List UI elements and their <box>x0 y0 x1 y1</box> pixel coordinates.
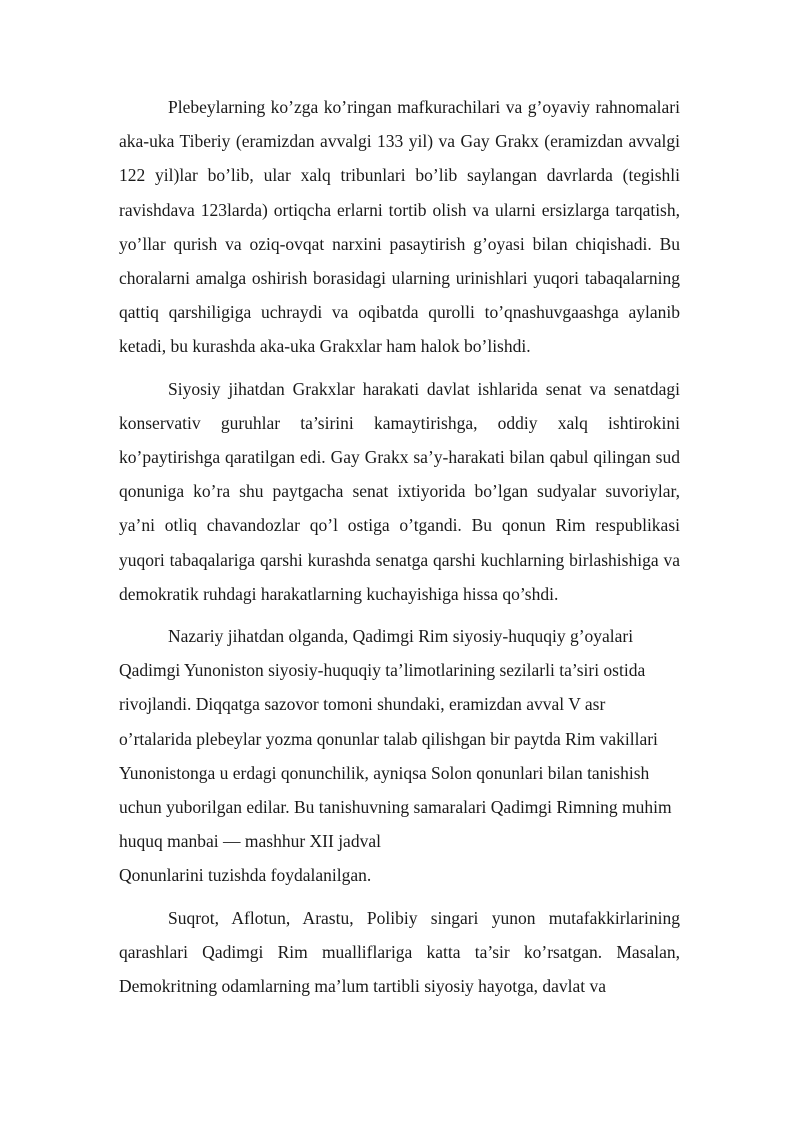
paragraph-3 <box>119 619 680 893</box>
paragraph-4: Suqrot, Aflotun, Arastu, Polibiy singari yunon mutafakkirlarining qarashlari Qadimgi Rim mualliflariga katta ta’sir ko’rsatgan. Masalan, Demokritning odamlarning ma’lum tartibli siyosiy hayotga, davlat va <box>119 907 680 997</box>
paragraph-3-tail: Qonunlarini tuzishda foydalanilgan. <box>119 865 372 886</box>
paragraph-2: Siyosiy jihatdan Grakxlar harakati davlat ishlarida senat va senatdagi konservativ guruhlar ta’sirini kamaytirishga, oddiy xalq ishtirokini ko’paytirishga qaratilgan edi. Gay Grakx sa’y-harakati bilan qabul qilingan sud qonuniga ko’ra shu paytgacha senat ixtiyorida bo’lgan sudyalar suvoriylar, ya’ni otliq chavandozlar qo’l ostiga o’tgandi. Bu qonun Rim respublikasi yuqori tabaqalariga qarshi kurashda senatga qarshi kuchlarning birlashishiga va demokratik ruhdagi harakatlarning kuchayishiga hissa qo’shdi. <box>119 378 680 604</box>
paragraph-3-body: Nazariy jihatdan olganda, Qadimgi Rim siyosiy-huquqiy g’oyalari Qadimgi Yunoniston siyosiy-huquqiy ta’limotlarining sezilarli ta’siri ostida rivojlandi. Diqqatga sazovor tomoni shundaki, eramizdan avval V asr o’rtalarida plebeylar yozma qonunlar talab qilishgan bir paytda Rim vakillari Yunonistonga u erdagi qonunchilik, ayniqsa Solon qonunlari bilan tanishish uchun yuborilgan edilar. Bu tanishuvning samaralari Qadimgi Rimning muhim huquq manbai — mashhur XII jadval <box>119 626 672 852</box>
paragraph-1: Plebeylarning ko’zga ko’ringan mafkurachilari va g’oyaviy rahnomalari aka-uka Tiberiy (eramizdan avvalgi 133 yil) va Gay Grakx (eramizdan avvalgi 122 yil)lar bo’lib, ular xalq tribunlari bo’lib saylangan davrlarda (tegishli ravishdava 123larda) ortiqcha erlarni tortib olish va ularni ersizlarga tarqatish, yo’llar qurish va oziq-ovqat narxini pasaytirish g’oyasi bilan chiqishadi. Bu choralarni amalga oshirish borasidagi ularning urinishlari yuqori tabaqalarning qattiq qarshiligiga uchraydi va oqibatda qurolli to’qnashuvgaashga aylanib ketadi, bu kurashda aka-uka Grakxlar ham halok bo’lishdi. <box>119 97 680 357</box>
document-page <box>119 90 680 1011</box>
